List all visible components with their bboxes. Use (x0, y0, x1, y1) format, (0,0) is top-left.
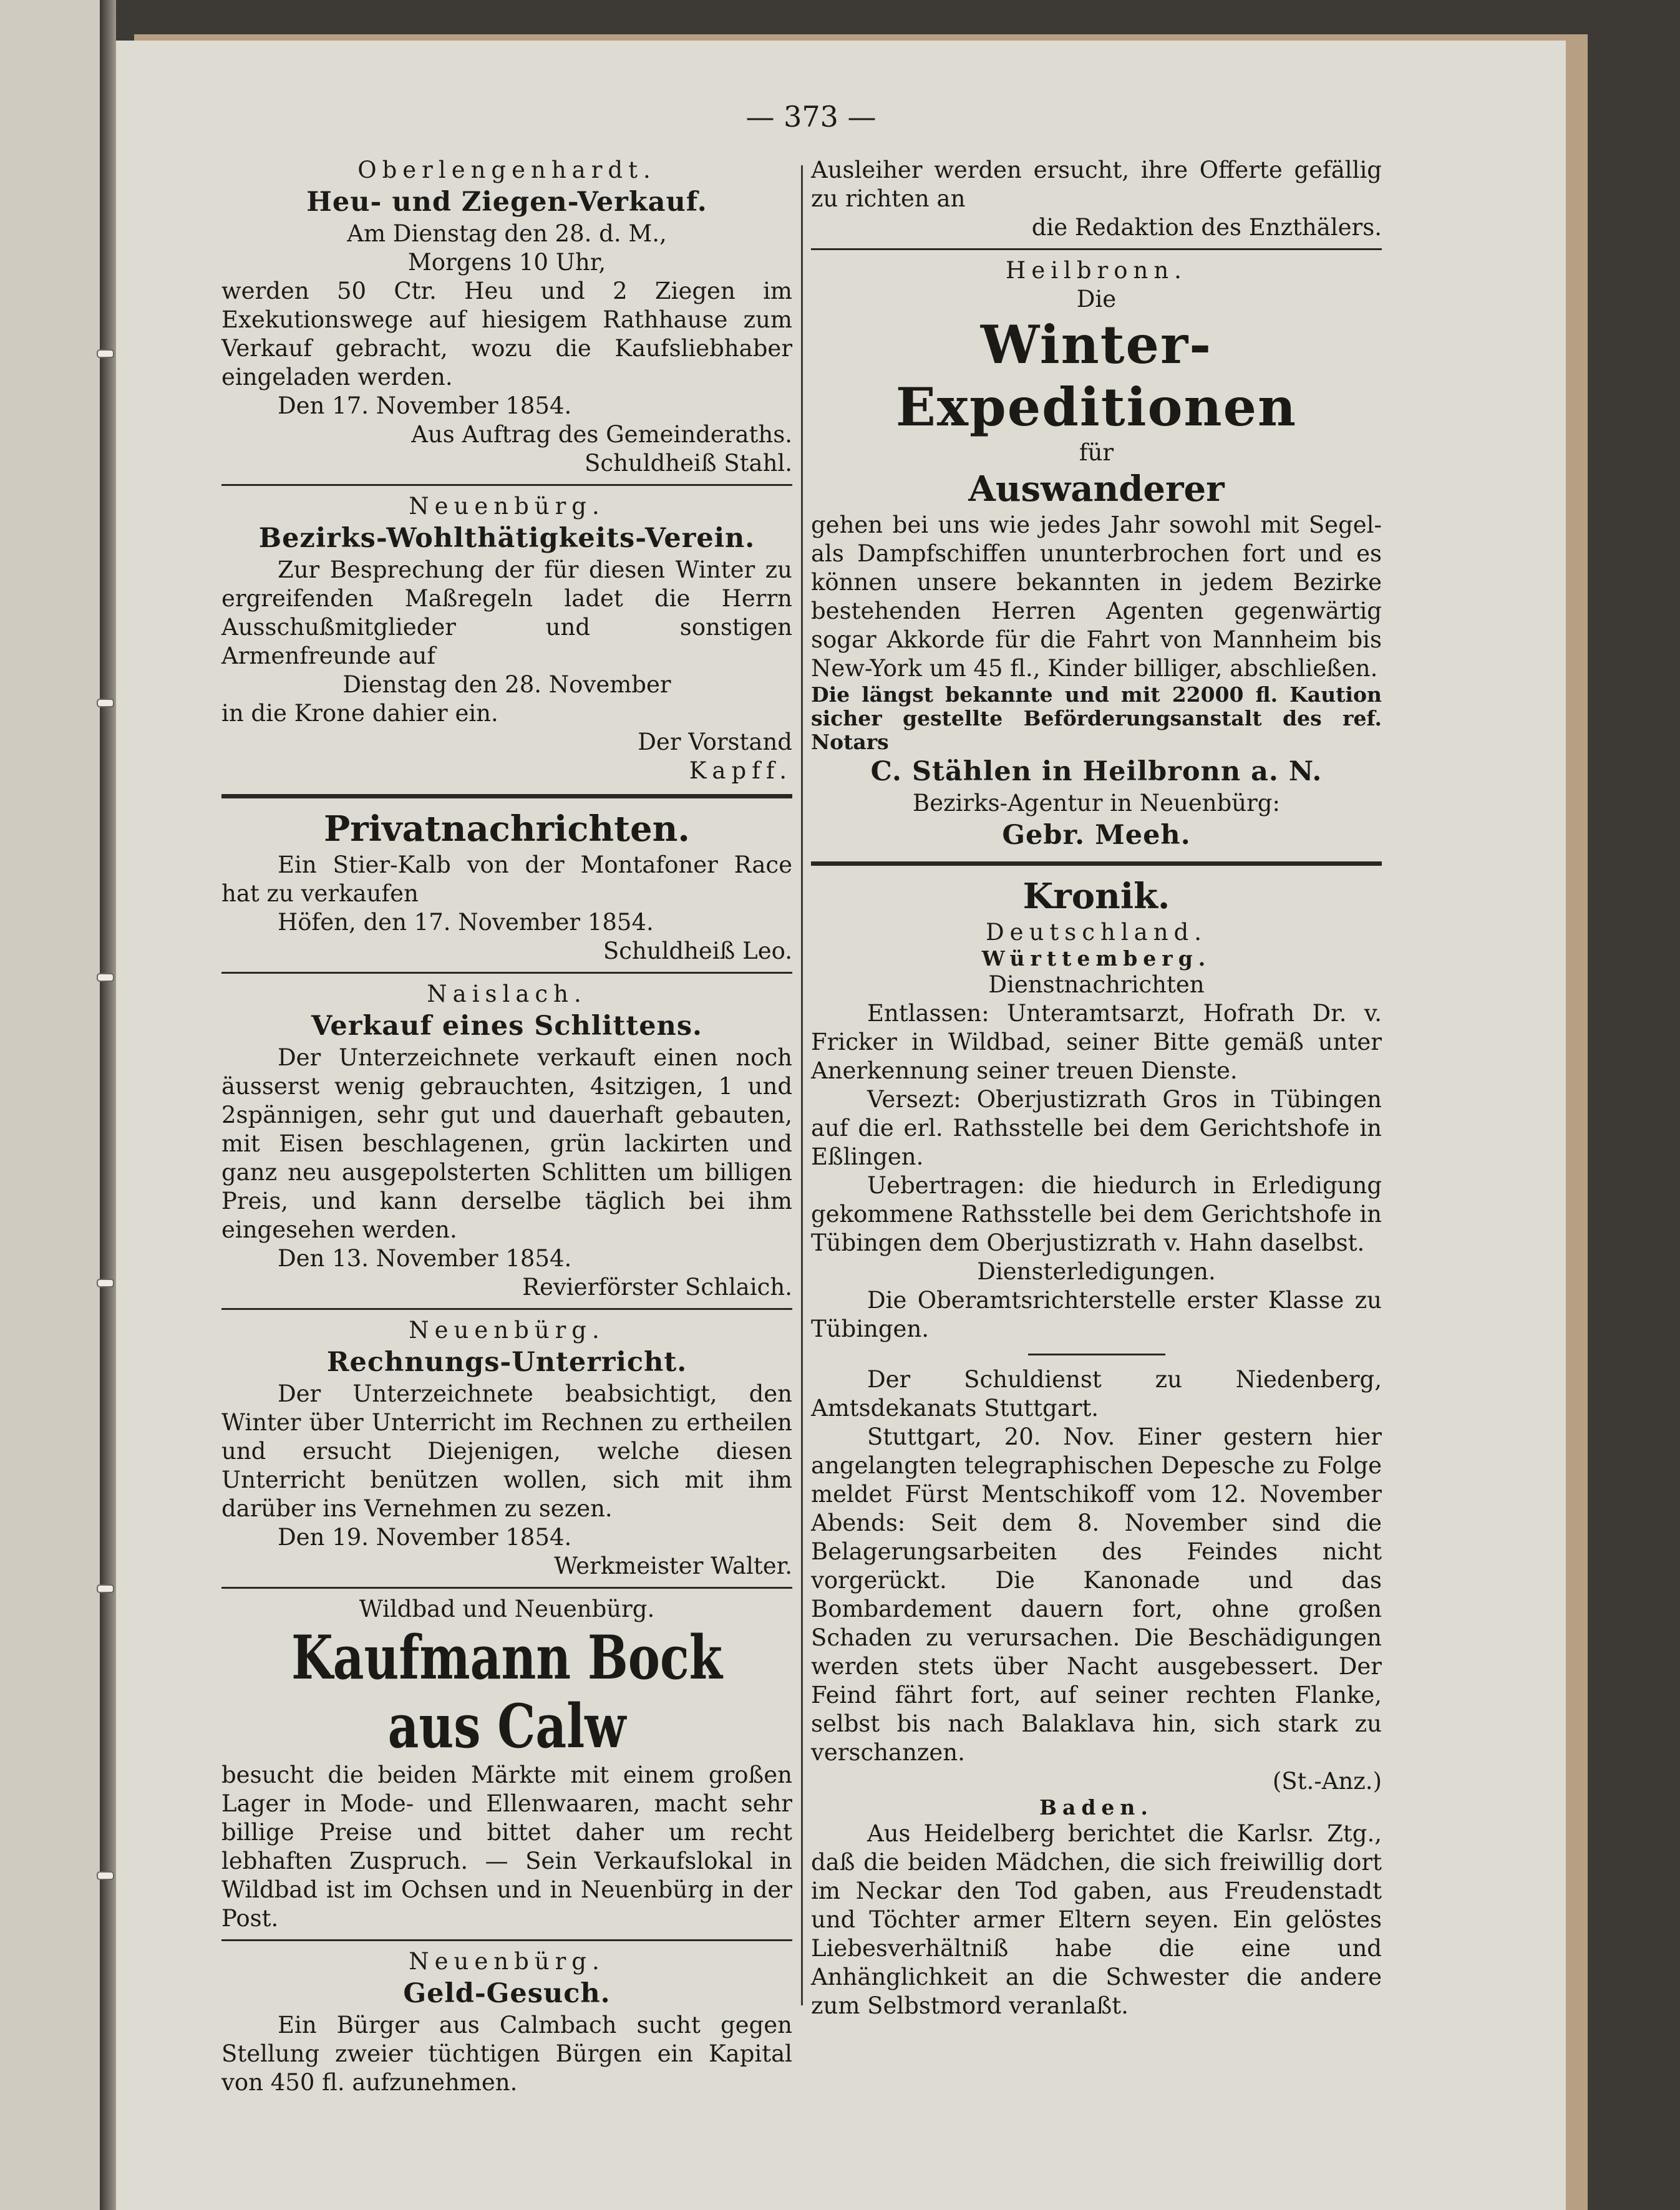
ad-line: Morgens 10 Uhr, (407, 249, 606, 276)
ad-title: Winter-Expeditionen (895, 314, 1298, 438)
ad-kaufmann-bock (221, 1595, 792, 1933)
ad-stierkalb (221, 851, 792, 966)
right-column (811, 156, 1382, 2020)
ad-place: Wildbad und Neuenbürg. (359, 1596, 655, 1622)
ad-signature: Schuldheiß Leo. (603, 938, 792, 964)
ad-body: Ausleiher werden ersucht, ihre Offerte gefällig zu richten an (811, 157, 1382, 212)
ad-place: Neuenbürg. (409, 493, 605, 520)
ad-line: in die Krone dahier ein. (221, 700, 498, 727)
ad-body: Zur Besprechung der für diesen Winter zu ergreifenden Maßregeln ladet die Herrn Ausschußmitglieder und sonstigen Armenfreunde auf (221, 556, 792, 669)
ad-agent-name: Gebr. Meeh. (1002, 820, 1191, 851)
news-paragraph: Die Oberamtsrichterstelle erster Klasse zu Tübingen. (811, 1287, 1382, 1342)
subheading: Dienstnachrichten (988, 971, 1205, 998)
ad-geld-gesuch (221, 1947, 792, 2097)
column-divider (801, 165, 803, 2005)
binding-stitch (97, 1279, 114, 1287)
ad-title: Kaufmann Bock aus Calw (291, 1622, 722, 1762)
section-title: Kronik. (1022, 876, 1170, 917)
ad-signature: Der Vorstand (638, 729, 792, 755)
news-paragraph: Stuttgart, 20. Nov. Einer gestern hier angelangten telegraphischen Depesche zu Folge meldet Fürst Mentschikoff vom 12. November Abends: Seit dem 8. November sind die Belagerungsarbeiten des Feindes nicht vorgerückt. Die Kanonade und das Bombardement dauern fort, ohne großen Schaden zu verursachen. Die Beschädigungen werden stets über Nacht ausgebessert. Der Feind fährt fort, auf seiner rechten Flanke, selbst bis nach Balaklava hin, sich stark zu verschanzen. (811, 1423, 1382, 1766)
ad-body: besucht die beiden Märkte mit einem großen Lager in Mode- und Ellenwaaren, macht sehr billige Preise und bittet daher um recht lebhaften Zuspruch. — Sein Verkaufslokal in Wildbad ist im Ochsen und in Neuenbürg in der Post. (221, 1762, 792, 1932)
ad-title: Bezirks-Wohlthätigkeits-Verein. (258, 523, 755, 554)
ad-wohltaetigkeit (221, 492, 792, 785)
news-paragraph: Uebertragen: die hiedurch in Erledigung gekommene Rathsstelle bei dem Gerichtshofe in Tübingen dem Oberjustizrath v. Hahn daselbst. (811, 1172, 1382, 1256)
divider (221, 1939, 792, 1941)
ad-title: Heu- und Ziegen-Verkauf. (306, 187, 707, 218)
ad-place: Oberlengenhardt. (357, 157, 656, 183)
ad-body: werden 50 Ctr. Heu und 2 Ziegen im Exekutionswege auf hiesigem Rathhause zum Verkauf gebracht, wozu die Kaufsliebhaber eingeladen werden. (221, 278, 792, 390)
kronik-section (811, 875, 1382, 2020)
ad-title: Geld-Gesuch. (403, 1978, 611, 2009)
ad-schlitten (221, 980, 792, 1302)
ad-agent: Bezirks-Agentur in Neuenbürg: (913, 790, 1280, 817)
ad-place: Neuenbürg. (409, 1317, 605, 1344)
state-heading: Württemberg. (981, 946, 1211, 971)
ad-signature: Schuldheiß Stahl. (585, 450, 792, 477)
ad-place: Neuenbürg. (409, 1948, 605, 1975)
binding-stitch (97, 973, 114, 982)
divider (221, 1308, 792, 1310)
facing-page (0, 0, 112, 2210)
ad-signature: Revierförster Schlaich. (522, 1274, 792, 1301)
section-title: Privatnachrichten. (324, 808, 690, 850)
ad-date: Den 19. November 1854. (278, 1524, 572, 1551)
ad-signature: Aus Auftrag des Gemeinderaths. (411, 421, 792, 448)
left-column (221, 156, 792, 2097)
ad-date: Den 17. November 1854. (278, 392, 572, 419)
ad-signature: Werkmeister Walter. (554, 1553, 792, 1579)
divider (811, 861, 1382, 866)
ad-heu-ziegen (221, 156, 792, 478)
ad-signature: die Redaktion des Enzthälers. (1031, 214, 1382, 241)
binding-stitch (97, 1584, 114, 1593)
ad-signature: Kapff. (689, 757, 792, 784)
ad-line: Die (1076, 286, 1117, 313)
ad-firm: C. Stählen in Heilbronn a. N. (870, 756, 1323, 787)
state-heading: Baden. (1039, 1795, 1153, 1820)
ad-date: Höfen, den 17. November 1854. (278, 909, 654, 936)
news-paragraph: Versezt: Oberjustizrath Gros in Tübingen auf die erl. Rathsstelle bei dem Gerichtshofe in Eßlingen. (811, 1086, 1382, 1170)
ad-bold-text: Die längst bekannte und mit 22000 fl. Kaution sicher gestellte Beförderungsanstalt des ref. Notars (811, 682, 1382, 754)
divider (221, 794, 792, 798)
ad-line: Am Dienstag den 28. d. M., (347, 220, 667, 247)
ad-rechnungsunterricht (221, 1316, 792, 1581)
divider (221, 972, 792, 974)
divider (811, 248, 1382, 250)
divider (1028, 1354, 1165, 1355)
binding-stitch (97, 349, 114, 358)
ad-place: Naislach. (427, 981, 587, 1007)
ad-place: Heilbronn. (1006, 257, 1187, 284)
ad-body: Ein Bürger aus Calmbach sucht gegen Stellung zweier tüchtigen Bürgen ein Kapital von 450 fl. aufzunehmen. (221, 2012, 792, 2096)
ad-line: Dienstag den 28. November (342, 671, 671, 698)
binding-stitch (97, 699, 114, 707)
ad-winter-expeditionen (811, 256, 1382, 853)
news-paragraph: Entlassen: Unteramtsarzt, Hofrath Dr. v. Fricker in Wildbad, seiner Bitte gemäß unter Anerkennung seiner treuen Dienste. (811, 1000, 1382, 1084)
ad-title: Verkauf eines Schlittens. (311, 1010, 702, 1042)
page-number: — 373 — (745, 100, 876, 133)
divider (221, 484, 792, 486)
news-paragraph: Aus Heidelberg berichtet die Karlsr. Ztg., daß die beiden Mädchen, die sich freiwillig dort im Neckar den Tod gaben, aus Freudenstadt und Töchter armer Eltern seyen. Ein gelöstes Liebesverhältniß habe die eine und Anhänglichkeit an die Schwester die andere zum Selbstmord veranlaßt. (811, 1820, 1382, 2019)
news-paragraph: Der Schuldienst zu Niedenberg, Amtsdekanats Stuttgart. (811, 1366, 1382, 1422)
ad-line: für (1079, 439, 1114, 466)
binding-stitch (97, 1871, 114, 1880)
country-heading: Deutschland. (986, 919, 1207, 946)
news-source: (St.-Anz.) (1272, 1768, 1382, 1795)
ad-body: Der Unterzeichnete beabsichtigt, den Winter über Unterricht im Rechnen zu ertheilen und ersucht Diejenigen, welche diesen Unterricht benützen wollen, sich mit ihm darüber ins Vernehmen zu sezen. (221, 1380, 792, 1522)
ad-body: Der Unterzeichnete verkauft einen noch äusserst wenig gebrauchten, 4sitzigen, 1 und 2spännigen, sehr gut und dauerhaft gebauten, mit Eisen beschlagenen, grün lackirten und ganz neu ausgepolsterten Schlitten um billigen Preis, und kann derselbe täglich bei ihm eingesehen werden. (221, 1044, 792, 1243)
ad-title: Rechnungs-Unterricht. (326, 1347, 687, 1378)
divider (221, 1587, 792, 1589)
ad-body: Ein Stier-Kalb von der Montafoner Race hat zu verkaufen (221, 851, 792, 907)
ad-continuation (811, 156, 1382, 242)
ad-title-secondary: Auswanderer (968, 468, 1225, 510)
subheading: Diensterledigungen. (977, 1258, 1216, 1285)
ad-date: Den 13. November 1854. (278, 1245, 572, 1272)
ad-body: gehen bei uns wie jedes Jahr sowohl mit Segel- als Dampfschiffen ununterbrochen fort und es können unsere bekannten in jedem Bezirke bestehenden Herren Agenten gegenwärtig sogar Akkorde für die Fahrt von Mannheim bis New-York um 45 fl., Kinder billiger, abschließen. (811, 511, 1382, 682)
